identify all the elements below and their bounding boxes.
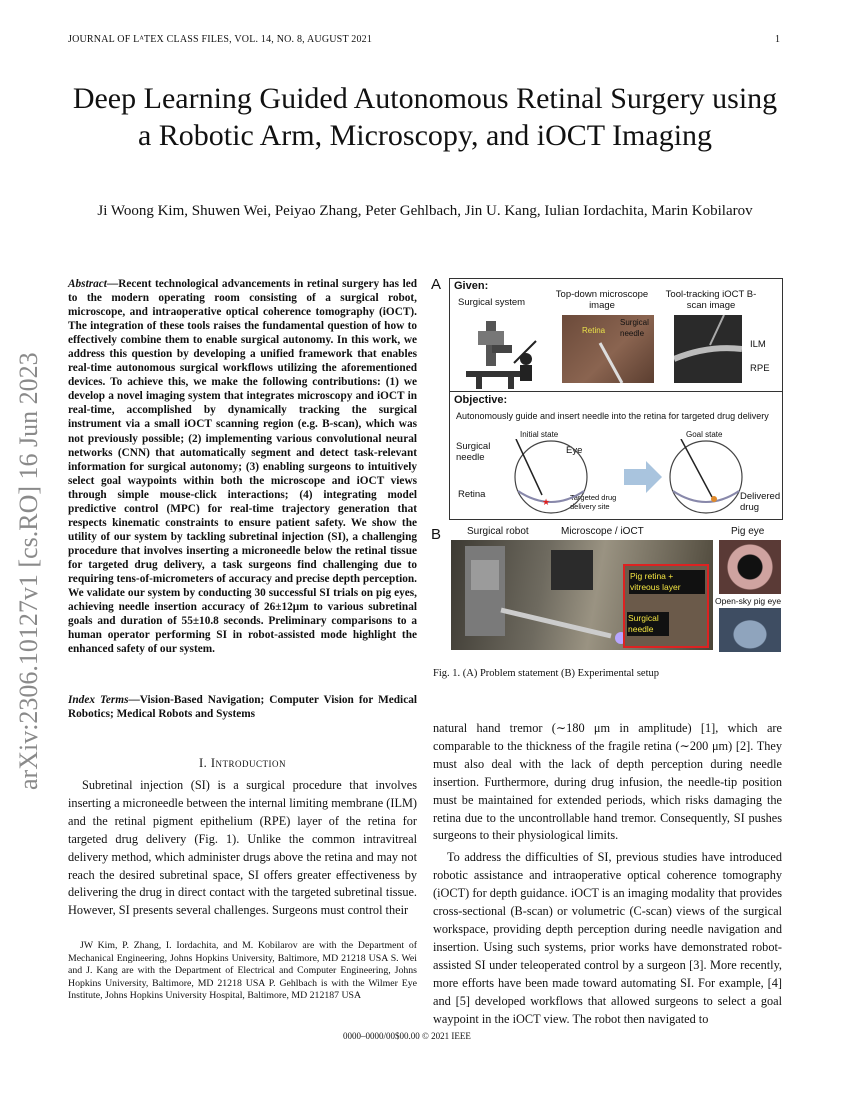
index-terms-text: —Vision-Based Navigation; Computer Vision for Medical Robotics; Medical Robots and Systems	[68, 694, 417, 721]
right-column-text	[433, 720, 782, 1032]
divider	[450, 391, 782, 392]
figure-caption: Fig. 1. (A) Problem statement (B) Experimental setup	[433, 668, 659, 679]
right-paragraph-2: To address the difficulties of SI, previous studies have introduced robotic assistance and intraoperative optical coherence tomography (iOCT) for depth guidance. iOCT is an imaging modality that provides cross-sectional (B-scan) or volumetric (C-scan) views of the surgical workspace, providing depth perception during needle navigation and insertion. Using such systems, prior works have demonstrated robot-assisted SI under teleoperated control by a surgeon [3]. More recently, more efforts have been made toward automating SI. For example, [4] and [5] developed workflows that allowed surgeons to select a goal waypoint in the iOCT view. The robot then navigated to	[433, 850, 782, 1026]
surgical-system-label: Surgical system	[458, 297, 526, 308]
panel-b-label: B	[431, 526, 442, 543]
pig-retina-label: Pig retina + vitreous layer	[629, 570, 705, 594]
rpe-label: RPE	[750, 363, 770, 374]
copyright-line: 0000–0000/00$00.00 © 2021 IEEE	[343, 1031, 471, 1041]
objective-label: Objective:	[454, 394, 508, 406]
pig-eye-label: Pig eye	[731, 526, 765, 537]
needle-label-b: Surgical needle	[627, 612, 669, 636]
given-label: Given:	[454, 280, 489, 292]
paper-title: Deep Learning Guided Autonomous Retinal Surgery using a Robotic Arm, Microscopy, and iOCT Imaging	[72, 82, 778, 152]
bscan-image	[674, 315, 742, 383]
needle-label-a: Surgical needle	[620, 318, 649, 338]
eye-label: Eye	[566, 445, 583, 456]
tooltracking-label: Tool-tracking iOCT B-scan image	[665, 289, 757, 311]
objective-text: Autonomously guide and insert needle into the retina for targeted drug delivery	[456, 411, 769, 421]
retina-label: Retina	[582, 326, 606, 335]
abstract-text: —Recent technological advancements in retinal surgery has led to the modern operating room consisting of a surgical robot, microscope, and intraoperative optical coherence tomography (iOCT). The integration of these tools raises the fundamental question of how to effectively combine them to enable surgical autonomy. In this work, we address this question by developing a unified framework that enables real-time autonomous surgical workflows utilizing the aforementioned devices. To achieve this, we make the following contributions: (1) we develop a novel imaging system that integrates microscopy and iOCT in real-time, accomplished by dynamically tracking the surgical instrument via a small iOCT scanning region (e.g. B-scan), which was not previously possible; (2) implementing various convolutional neural networks (CNN) that automatically segment and detect task-relevant information for surgical autonomy; (3) enabling surgeons to intuitively select goal waypoints within both the microscope and iOCT views through simple mouse-click interactions; (4) integrating model predictive control (MPC) for real-time trajectory generation that respects kinematic constraints to ensure patient safety. We show the utility of our system by tackling subretinal injection (SI), a challenging procedure that involves inserting a microneedle below the retinal tissue for targeted drug delivery, a task surgeons find challenging due to requiring tens-of-micrometers of accuracy and precise depth perception. We validate our system by conducting 30 successful SI trials on pig eyes, achieving needle insertion accuracy of 26±12μm to various subretinal goals and duration of 55±10.8 seconds. Preliminary comparisons to a human operator performing SI in robot-assisted mode highlight the enhanced safety of our system.	[68, 278, 417, 656]
panel-a	[449, 278, 783, 520]
pig-eye-photo	[719, 540, 781, 594]
retina-label-obj: Retina	[458, 489, 486, 500]
arxiv-stamp: arXiv:2306.10127v1 [cs.RO] 16 Jun 2023	[14, 352, 43, 790]
initial-state-label: Initial state	[520, 430, 559, 439]
open-sky-photo	[719, 608, 781, 652]
abstract	[68, 277, 417, 656]
index-terms-lead: Index Terms	[68, 694, 129, 706]
inset-photo	[623, 564, 709, 648]
ilm-label: ILM	[750, 339, 766, 350]
running-header: JOURNAL OF LᴬTEX CLASS FILES, VOL. 14, NO. 8, AUGUST 2021	[68, 34, 373, 45]
experimental-setup-photo	[451, 540, 713, 650]
surgical-robot-label: Surgical robot	[467, 526, 529, 537]
section-title: Introduction	[210, 756, 287, 770]
panel-a-label: A	[431, 276, 442, 293]
topdown-label: Top-down microscope image	[555, 289, 649, 311]
figure-1	[431, 276, 783, 656]
section-number: I.	[198, 756, 208, 770]
abstract-lead: Abstract	[68, 278, 107, 290]
svg-text:★: ★	[542, 497, 551, 507]
page-number: 1	[775, 34, 781, 45]
intro-paragraph: Subretinal injection (SI) is a surgical procedure that involves inserting a microneedle between the internal limiting membrane (ILM) and the retinal pigment epithelium (RPE) layer of the retina for targeted drug delivery (Fig. 1). Unlike the common intravitreal delivery method, which administer drugs above the retina and may not reach the desired subretinal space, SI offers greater effectiveness by delivering the drug in direct contact with the targeted subretinal tissue. However, SI presents several challenges. Surgeons must control their	[68, 778, 417, 918]
goal-state-label: Goal state	[686, 430, 723, 439]
microscope-ioct-label: Microscope / iOCT	[561, 526, 644, 537]
author-list: Ji Woong Kim, Shuwen Wei, Peiyao Zhang, Peter Gehlbach, Jin U. Kang, Iulian Iordachita, Marin Kobilarov	[97, 203, 753, 219]
right-paragraph-1: natural hand tremor (∼180 μm in amplitude) [1], which are comparable to the thickness of the fragile retina (∼200 μm) [2]. They must also deal with the lack of depth perception during needle insertion. Furthermore, during drug infusion, the needle-tip position must be maintained for extended periods, which risks damaging the retina due to the uncontrollable hand tremor. Consequently, SI pushes surgeons to their physiological limits.	[433, 721, 782, 843]
delivered-drug-label: Delivered drug	[740, 491, 781, 513]
needle-label-obj: Surgical needle	[456, 441, 491, 463]
index-terms	[68, 693, 417, 721]
targeted-site-label: Targeted drug delivery site	[570, 493, 617, 511]
open-sky-label: Open-sky pig eye	[715, 596, 782, 606]
surgical-system-icon	[456, 311, 551, 391]
eye-diagrams	[506, 439, 746, 515]
affiliation-footnote: JW Kim, P. Zhang, I. Iordachita, and M. Kobilarov are with the Department of Mechanical Engineering, Johns Hopkins University, Baltimore, MD 21218 USA S. Wei and J. Kang are with the Department of Electrical and Computer Engineering, Johns Hopkins University, Baltimore, MD 21218 USA P. Gehlbach is with the Wilmer Eye Institute, Johns Hopkins University Hospital, Baltimore, MD 212187 USA	[68, 940, 417, 1002]
section-heading	[68, 756, 417, 771]
